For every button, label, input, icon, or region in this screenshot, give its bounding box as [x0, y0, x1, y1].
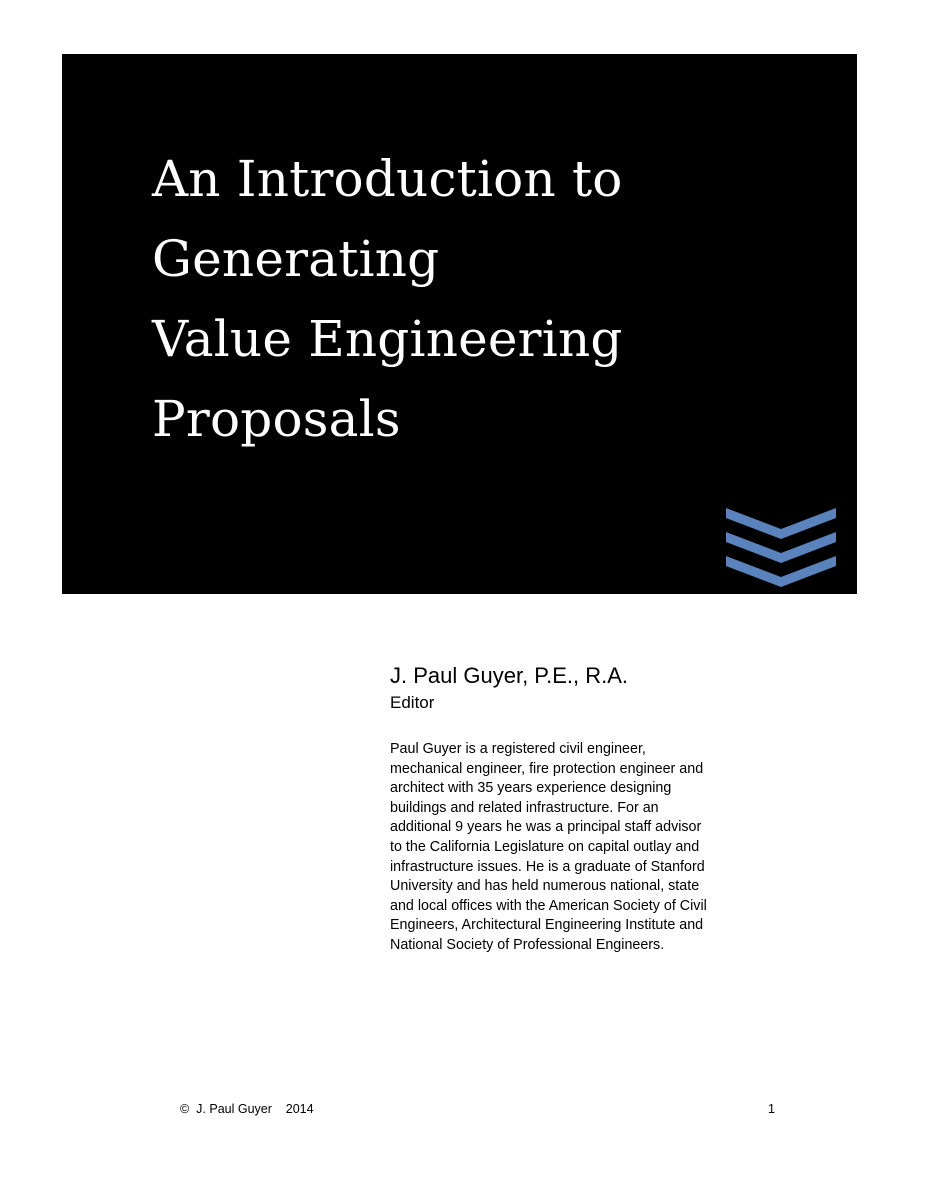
bio-line: buildings and related infrastructure. For an: [390, 799, 659, 816]
chevron-top: [726, 508, 836, 539]
bio-line: University and has held numerous national, state: [390, 878, 700, 895]
triple-chevron-down-icon: [726, 504, 836, 590]
footer-copyright: © J. Paul Guyer 2014: [180, 1102, 314, 1116]
title-line-1: An Introduction to: [152, 150, 623, 208]
title-line-3: Value Engineering: [152, 310, 623, 368]
page-number: 1: [768, 1102, 775, 1116]
bio-line: architect with 35 years experience designing: [390, 780, 672, 797]
bio-line: to the California Legislature on capital outlay and: [390, 838, 700, 855]
cover-panel: [62, 54, 857, 594]
title-line-4: Proposals: [152, 390, 401, 448]
author-role: Editor: [390, 693, 435, 712]
author-name: J. Paul Guyer, P.E., R.A.: [390, 663, 629, 688]
bio-line: and local offices with the American Society of Civil: [390, 897, 707, 914]
bio-line: National Society of Professional Engineers.: [390, 936, 665, 953]
bio-line: Paul Guyer is a registered civil engineer,: [390, 741, 646, 757]
bio-line: additional 9 years he was a principal staff advisor: [390, 819, 702, 836]
bio-line: infrastructure issues. He is a graduate of Stanford: [390, 858, 705, 875]
author-bio: [390, 740, 850, 956]
bio-line: Engineers, Architectural Engineering Institute and: [390, 917, 704, 934]
bio-line: mechanical engineer, fire protection engineer and: [390, 760, 704, 777]
title-line-2: Generating: [152, 230, 440, 288]
